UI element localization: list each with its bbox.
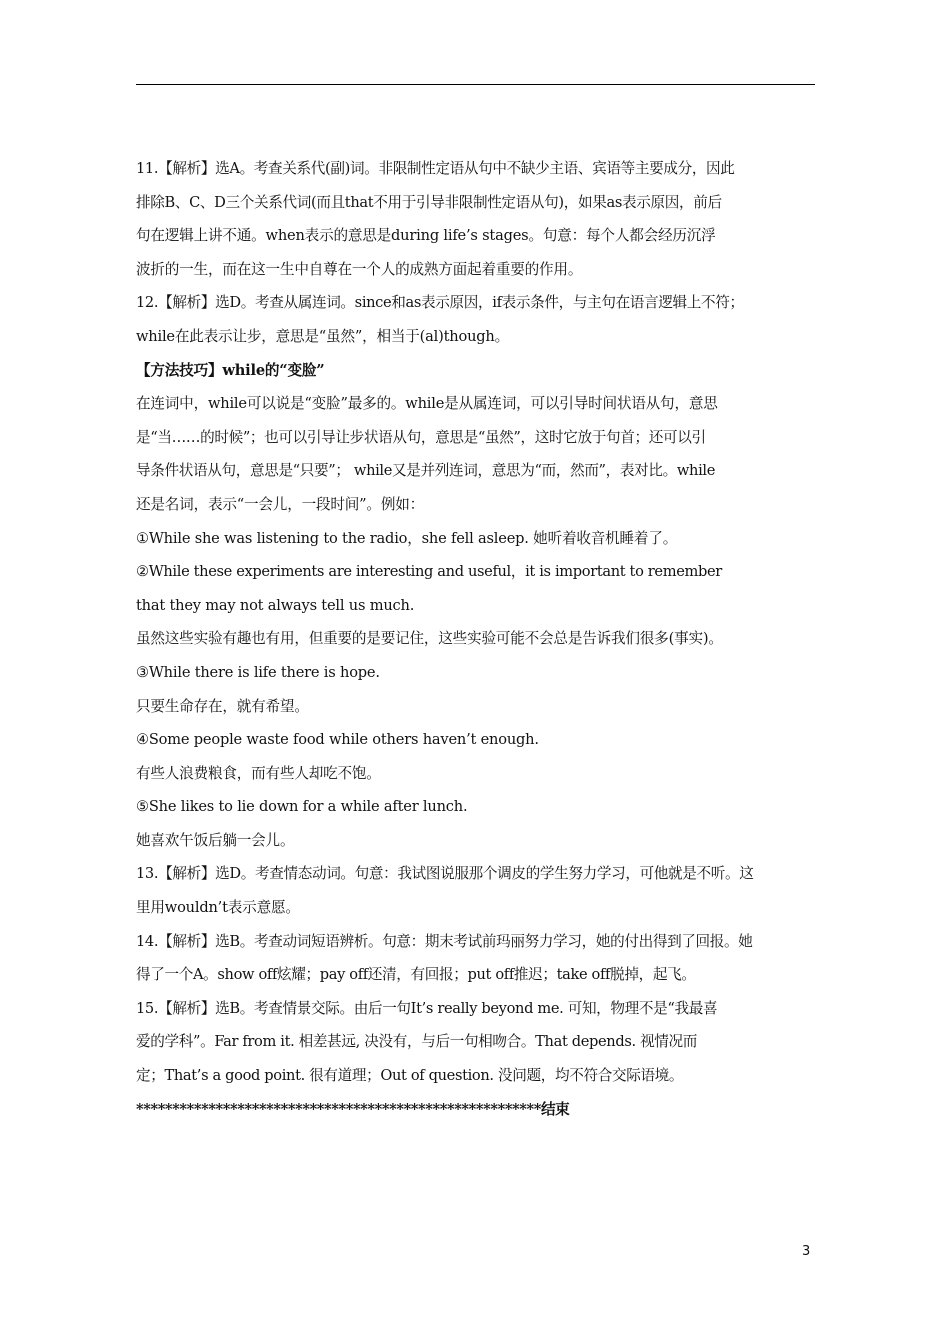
text-line: 爱的学科”。Far from it. 相差甚远, 决没有，与后一句相吻合。That depends. 视情况而 xyxy=(136,1033,698,1051)
text-line: 还是名词，表示“一会儿，一段时间”。例如： xyxy=(136,495,425,513)
example-line: ⑤She likes to lie down for a while after lunch. xyxy=(136,798,468,816)
page-number: 3 xyxy=(802,1244,811,1259)
text-line: 12.【解析】选D。考查从属连词。since和as表示原因，if表示条件，与主句在语言逻辑上不符； xyxy=(136,294,744,312)
text-line: 波折的一生，而在这一生中自尊在一个人的成熟方面起着重要的作用。 xyxy=(136,260,583,278)
text-line: 是“当……的时候”；也可以引导让步状语从句，意思是“虽然”，这时它放于句首；还可以引 xyxy=(136,428,706,446)
text-line: 句在逻辑上讲不通。when表示的意思是during life’s stages。句意：每个人都会经历沉浮 xyxy=(136,227,716,245)
method-tip-heading: 【方法技巧】while的“变脸” xyxy=(136,361,325,379)
translation-line: 只要生命存在，就有希望。 xyxy=(136,697,309,715)
answer-explanations xyxy=(136,152,826,1126)
text-line: 11.【解析】选A。考查关系代(副)词。非限制性定语从句中不缺少主语、宾语等主要成分，因此 xyxy=(136,160,735,177)
text-line: 定；That’s a good point. 很有道理；Out of question. 没问题，均不符合交际语境。 xyxy=(136,1067,684,1085)
header-rule xyxy=(136,84,815,85)
example-line: ④Some people waste food while others haven’t enough. xyxy=(136,731,539,749)
example-line: that they may not always tell us much. xyxy=(136,596,415,614)
example-line: ③While there is life there is hope. xyxy=(136,663,380,681)
translation-line: 有些人浪费粮食，而有些人却吃不饱。 xyxy=(136,764,381,782)
text-line: 13.【解析】选D。考查情态动词。句意：我试图说服那个调皮的学生努力学习，可他就是不听。这 xyxy=(136,865,754,883)
example-line: ①While she was listening to the radio，she fell asleep. 她听着收音机睡着了。 xyxy=(136,529,678,547)
end-marker: ********************************************************结束 xyxy=(136,1100,570,1118)
translation-line: 虽然这些实验有趣也有用，但重要的是要记住，这些实验可能不会总是告诉我们很多(事实)。 xyxy=(136,630,723,648)
example-line: ②While these experiments are interesting and useful，it is important to remember xyxy=(136,563,722,581)
text-line: while在此表示让步，意思是“虽然”，相当于(al)though。 xyxy=(136,327,510,345)
text-line: 导条件状语从句，意思是“只要”； while又是并列连词，意思为“而，然而”，表对比。while xyxy=(136,462,716,480)
translation-line: 她喜欢午饭后躺一会儿。 xyxy=(136,831,295,849)
text-line: 14.【解析】选B。考查动词短语辨析。句意：期末考试前玛丽努力学习，她的付出得到了回报。她 xyxy=(136,932,753,950)
text-line: 排除B、C、D三个关系代词(而且that不用于引导非限制性定语从句)，如果as表示原因，前后 xyxy=(136,193,722,211)
text-line: 里用wouldn’t表示意愿。 xyxy=(136,899,300,917)
text-line: 在连词中，while可以说是“变脸”最多的。while是从属连词，可以引导时间状语从句，意思 xyxy=(136,395,718,413)
text-line: 得了一个A。show off炫耀；pay off还清，有回报；put off推迟；take off脱掉，起飞。 xyxy=(136,966,696,984)
text-line: 15.【解析】选B。考查情景交际。由后一句It’s really beyond me. 可知，物理不是“我最喜 xyxy=(136,999,718,1017)
